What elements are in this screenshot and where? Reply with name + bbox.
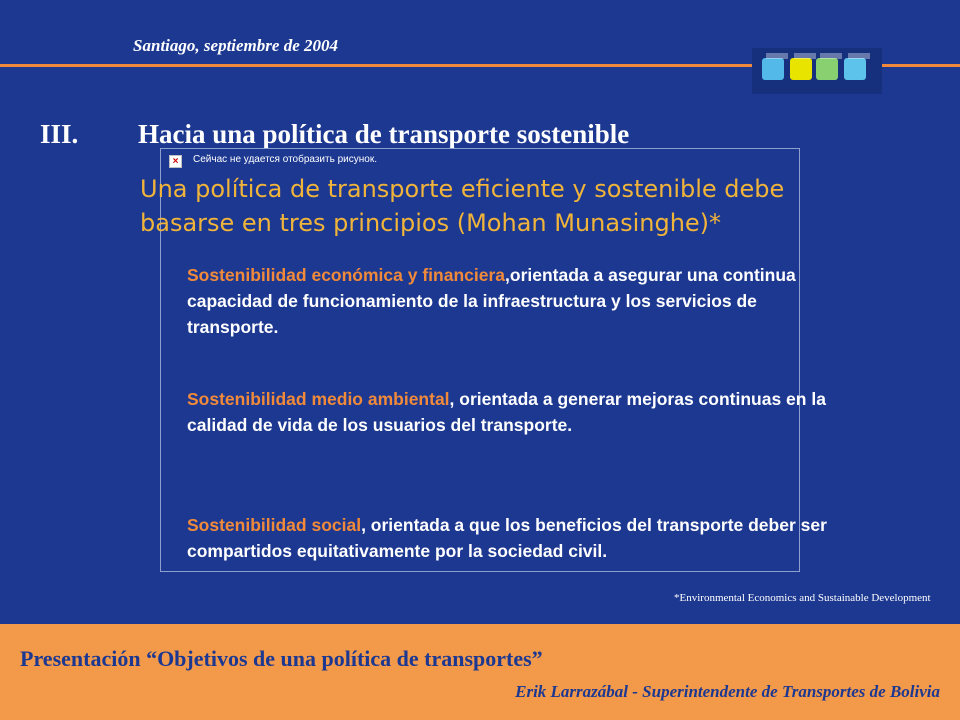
principle-environmental bbox=[187, 386, 827, 438]
section-number: III. bbox=[40, 119, 79, 149]
principle-text: , orientada a que los beneficios del transporte deber ser compartidos equitativamente por la sociedad civil. bbox=[187, 515, 827, 561]
logo-cube-green-icon bbox=[816, 58, 838, 80]
logo-cube-blue-icon bbox=[762, 58, 784, 80]
principle-text: ,orientada a asegurar una continua capacidad de funcionamiento de la infraestructura y los servicios de transporte. bbox=[187, 265, 796, 337]
principle-highlight: Sostenibilidad social bbox=[187, 515, 362, 535]
footer-band bbox=[0, 624, 960, 720]
section-heading: Hacia una política de transporte sostenible bbox=[138, 119, 630, 149]
footnote: *Environmental Economics and Sustainable Development bbox=[674, 592, 931, 604]
principle-economic bbox=[187, 262, 827, 340]
footer-author: Erik Larrazábal - Superintendente de Transportes de Bolivia bbox=[515, 682, 940, 701]
slide-subtitle: Una política de transporte eficiente y sostenible debe basarse en tres principios (Mohan Munasinghe)* bbox=[140, 175, 785, 237]
principle-highlight: Sostenibilidad económica y financiera bbox=[187, 265, 506, 285]
logo-cube-yellow-icon bbox=[790, 58, 812, 80]
header-date: Santiago, septiembre de 2004 bbox=[133, 36, 338, 55]
footer-title: Presentación “Objetivos de una política de transportes” bbox=[20, 646, 543, 671]
principle-social bbox=[187, 512, 827, 564]
logo-cube-lightblue-icon bbox=[844, 58, 866, 80]
principle-text: , orientada a generar mejoras continuas en la calidad de vida de los usuarios del transporte. bbox=[187, 389, 826, 435]
blocks-logo-icon bbox=[752, 48, 882, 94]
broken-image-icon: × bbox=[169, 155, 182, 168]
broken-image-caption: Сейчас не удается отобразить рисунок. bbox=[193, 154, 377, 165]
principle-highlight: Sostenibilidad medio ambiental bbox=[187, 389, 450, 409]
